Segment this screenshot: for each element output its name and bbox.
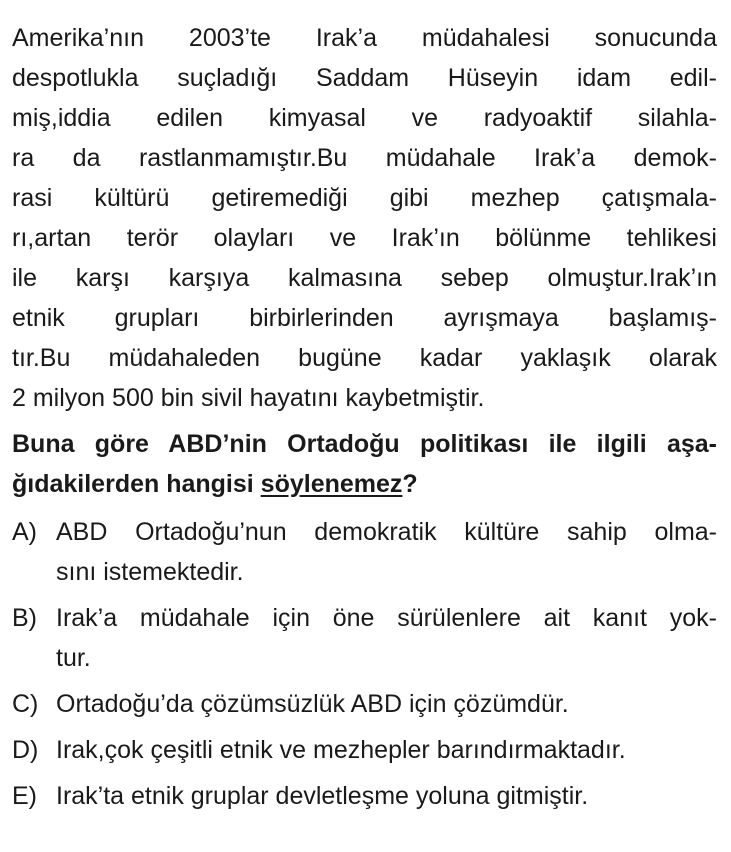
passage-line: tır.Bu müdahaleden bugüne kadar yaklaşık olarak [12,344,717,372]
question-prefix: ğıdakilerden hangisi [12,470,261,498]
passage-line: rı,artan terör olayları ve Irak’ın bölünme tehlikesi [12,224,717,252]
option-text [56,684,717,724]
option-c[interactable] [12,684,717,724]
option-line: ABD Ortadoğu’nun demokratik kültüre sahip olma- [56,518,717,546]
option-letter: C) [12,690,39,718]
question-mark: ? [402,470,418,498]
option-letter: D) [12,736,39,764]
option-line: Irak’a müdahale için öne sürülenlere ait kanıt yok- [56,604,717,632]
question-line: Buna göre ABD’nin Ortadoğu politikası ile ilgili aşa- [12,430,717,458]
option-a[interactable] [12,512,717,592]
option-line: Ortadoğu’da çözümsüzlük ABD için çözümdür. [56,690,569,718]
option-text [56,598,717,678]
passage-line: despotlukla suçladığı Saddam Hüseyin idam edil- [12,64,717,92]
passage-line: ra da rastlanmamıştır.Bu müdahale Irak’a demok- [12,144,717,172]
option-line: sını istemektedir. [56,558,244,586]
option-b[interactable] [12,598,717,678]
passage-line: 2 milyon 500 bin sivil hayatını kaybetmiştir. [12,384,485,412]
passage-line: rasi kültürü getiremediği gibi mezhep çatışmala- [12,184,717,212]
option-text [56,512,717,592]
passage-text [12,18,717,418]
option-line: Irak’ta etnik gruplar devletleşme yoluna gitmiştir. [56,782,589,810]
passage-line: etnik grupları birbirlerinden ayrışmaya başlamış- [12,304,717,332]
option-letter: B) [12,604,37,632]
option-line: tur. [56,644,91,672]
option-e[interactable] [12,776,717,816]
option-text [56,730,717,770]
passage-line: ile karşı karşıya kalmasına sebep olmuştur.Irak’ın [12,264,717,292]
option-d[interactable] [12,730,717,770]
option-letter: A) [12,518,37,546]
passage-line: miş,iddia edilen kimyasal ve radyoaktif silahla- [12,104,717,132]
question-stem [12,424,717,504]
question-line [12,464,717,504]
option-line: Irak,çok çeşitli etnik ve mezhepler barındırmaktadır. [56,736,626,764]
question-keyword-underlined: söylenemez [260,470,403,498]
option-text [56,776,717,816]
passage-line: Amerika’nın 2003’te Irak’a müdahalesi sonucunda [12,24,717,52]
option-letter: E) [12,782,37,810]
answer-options [12,512,717,816]
